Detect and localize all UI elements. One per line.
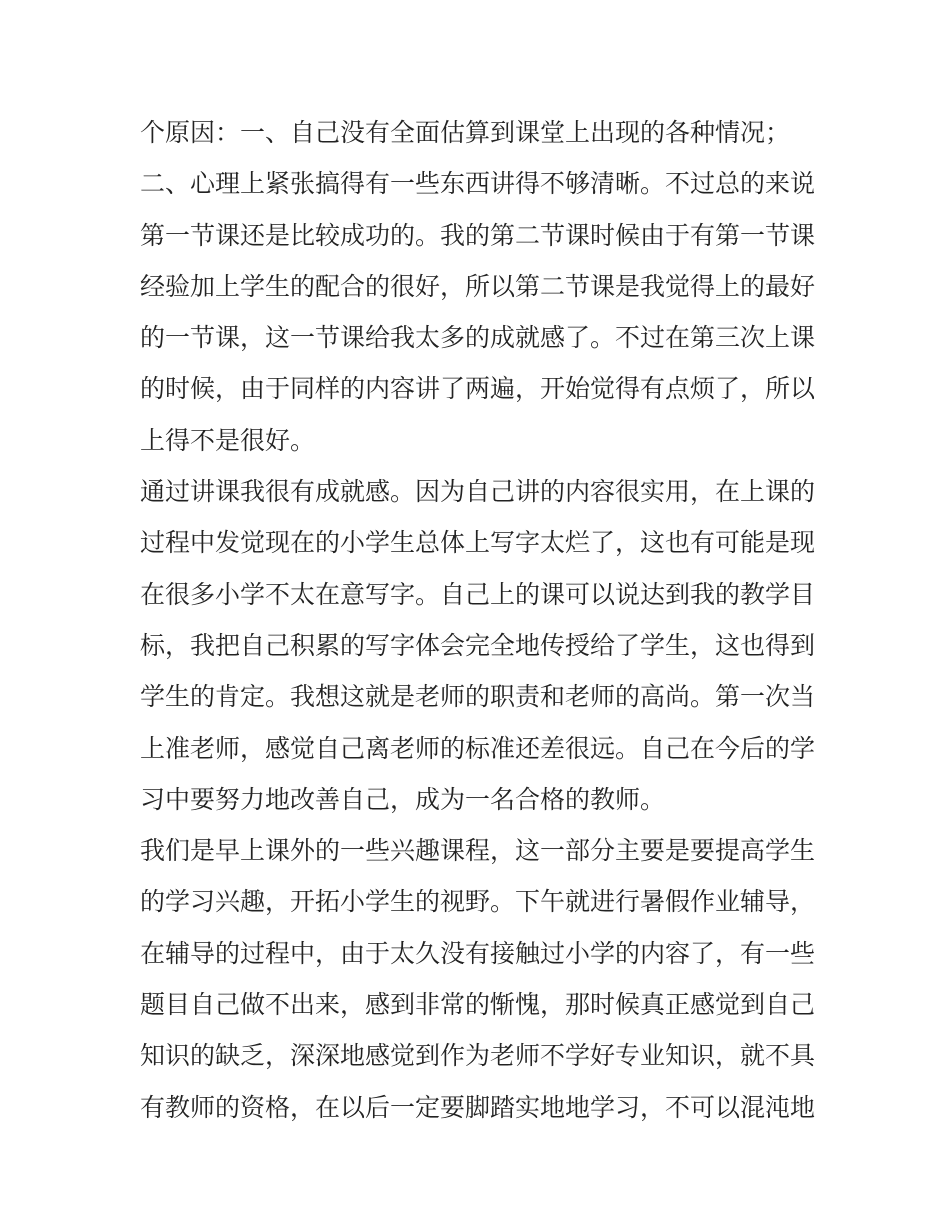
document-body [140, 107, 820, 1133]
text-line-10: 在很多小学不太在意写字。自己上的课可以说达到我的教学目 [140, 579, 816, 609]
text-line-16: 的学习兴趣，开拓小学生的视野。下午就进行暑假作业辅导， [140, 887, 816, 917]
text-line-5: 的一节课，这一节课给我太多的成就感了。不过在第三次上课 [140, 323, 816, 353]
text-line-18: 题目自己做不出来，感到非常的惭愧，那时候真正感觉到自己 [140, 990, 816, 1020]
text-line-20: 有教师的资格，在以后一定要脚踏实地地学习，不可以混沌地 [140, 1092, 816, 1122]
text-line-6: 的时候，由于同样的内容讲了两遍，开始觉得有点烦了，所以 [140, 374, 816, 404]
text-line-14: 习中要努力地改善自己，成为一名合格的教师。 [140, 784, 666, 814]
text-line-19: 知识的缺乏，深深地感觉到作为老师不学好专业知识，就不具 [140, 1041, 816, 1071]
text-line-4: 经验加上学生的配合的很好，所以第二节课是我觉得上的最好 [140, 271, 816, 301]
text-line-3: 第一节课还是比较成功的。我的第二节课时候由于有第一节课 [140, 220, 816, 250]
text-line-11: 标，我把自己积累的写字体会完全地传授给了学生，这也得到 [140, 630, 816, 660]
text-line-9: 过程中发觉现在的小学生总体上写字太烂了，这也有可能是现 [140, 528, 816, 558]
text-line-17: 在辅导的过程中，由于太久没有接触过小学的内容了，有一些 [140, 938, 816, 968]
text-line-12: 学生的肯定。我想这就是老师的职责和老师的高尚。第一次当 [140, 682, 816, 712]
text-line-15: 我们是早上课外的一些兴趣课程，这一部分主要是要提高学生 [140, 836, 816, 866]
text-line-7: 上得不是很好。 [140, 425, 316, 455]
text-line-2: 二、心理上紧张搞得有一些东西讲得不够清晰。不过总的来说 [140, 169, 816, 199]
text-line-13: 上准老师，感觉自己离老师的标准还差很远。自己在今后的学 [140, 733, 816, 763]
text-line-1: 个原因：一、自己没有全面估算到课堂上出现的各种情况； [140, 118, 791, 147]
text-line-8: 通过讲课我很有成就感。因为自己讲的内容很实用，在上课的 [140, 477, 816, 507]
